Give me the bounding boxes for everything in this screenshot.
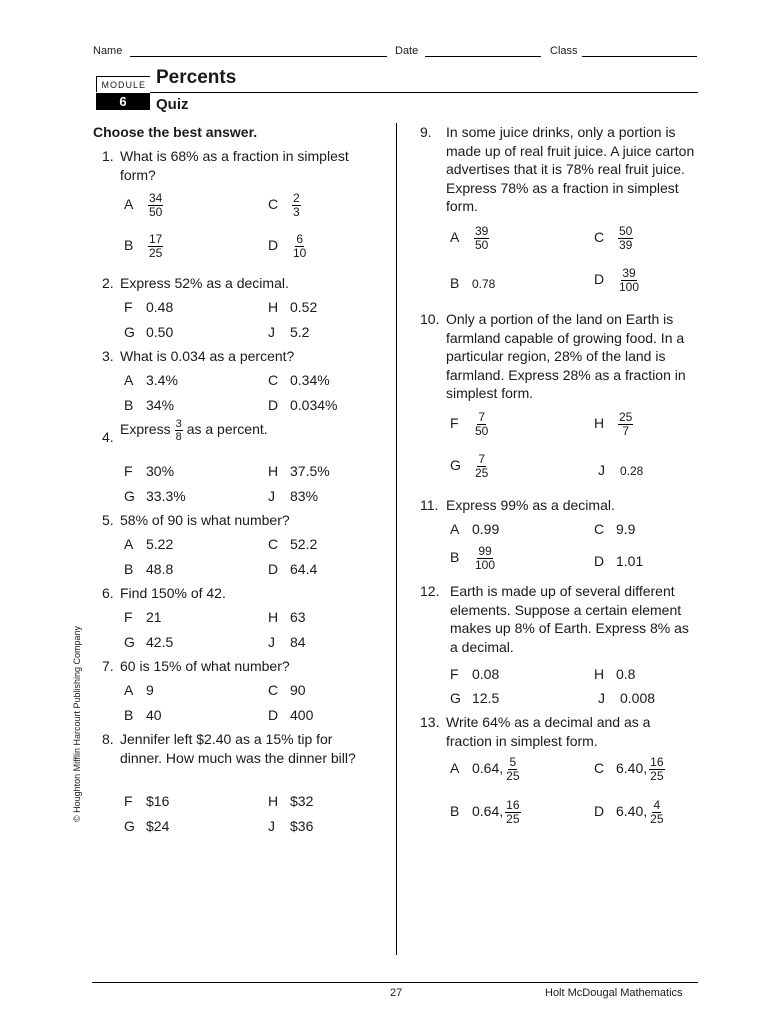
q13-option-d[interactable]: D 6.40, $\frac{4}{25}$ xyxy=(594,798,664,826)
q9-option-a[interactable]: A $\frac{39}{50}$ xyxy=(450,224,489,252)
name-blank[interactable] xyxy=(130,56,387,57)
q4-option-h[interactable]: H 37.5% xyxy=(268,463,330,479)
q7-option-a[interactable]: A 9 xyxy=(124,682,154,698)
q8-option-h[interactable]: H $32 xyxy=(268,793,314,809)
q8-option-g[interactable]: G $24 xyxy=(124,818,170,834)
q7-option-b[interactable]: B 40 xyxy=(124,707,162,723)
q12-option-g[interactable]: G 12.5 xyxy=(450,690,500,706)
q12-option-h[interactable]: H 0.8 xyxy=(594,666,636,682)
q10-option-j[interactable]: J 0.28 xyxy=(598,462,644,478)
q3-option-c[interactable]: C 0.34% xyxy=(268,372,330,388)
q10-option-f[interactable]: F $\frac{7}{50}$ xyxy=(450,410,489,438)
q10-option-g[interactable]: G $\frac{7}{25}$ xyxy=(450,452,489,480)
module-number: 6 xyxy=(96,93,150,110)
name-label: Name xyxy=(93,45,123,57)
q12-option-f[interactable]: F 0.08 xyxy=(450,666,500,682)
q6-option-g[interactable]: G 42.5 xyxy=(124,634,174,650)
q4-option-f[interactable]: F 30% xyxy=(124,463,175,479)
title-rule xyxy=(150,92,698,93)
q11-option-a[interactable]: A 0.99 xyxy=(450,521,500,537)
q11-option-c[interactable]: C 9.9 xyxy=(594,521,636,537)
q1-option-c[interactable]: C $\frac{2}{3}$ xyxy=(268,191,300,219)
q11-option-b[interactable]: B $\frac{99}{100}$ xyxy=(450,544,496,572)
q5-option-d[interactable]: D 64.4 xyxy=(268,561,318,577)
q3-option-a[interactable]: A 3.4% xyxy=(124,372,178,388)
page-number: 27 xyxy=(390,987,403,999)
module-badge xyxy=(96,76,150,110)
q9-option-d[interactable]: D $\frac{39}{100}$ xyxy=(594,266,640,294)
q3-option-b[interactable]: B 34% xyxy=(124,397,175,413)
q10-option-h[interactable]: H $\frac{25}{7}$ xyxy=(594,410,633,438)
q5-option-a[interactable]: A 5.22 xyxy=(124,536,174,552)
q1-option-b[interactable]: B $\frac{17}{25}$ xyxy=(124,232,163,260)
date-label: Date xyxy=(395,45,419,57)
q2-option-h[interactable]: H 0.52 xyxy=(268,299,318,315)
module-label: MODULE xyxy=(96,76,150,92)
q11-option-d[interactable]: D 1.01 xyxy=(594,553,644,569)
q12-option-j[interactable]: J 0.008 xyxy=(598,690,656,706)
q1-option-a[interactable]: A $\frac{34}{50}$ xyxy=(124,191,163,219)
q13-option-a[interactable]: A 0.64, $\frac{5}{25}$ xyxy=(450,755,520,783)
q9-option-b[interactable]: B 0.78 xyxy=(450,275,496,291)
q4-option-g[interactable]: G 33.3% xyxy=(124,488,186,504)
q13-option-c[interactable]: C 6.40, $\frac{16}{25}$ xyxy=(594,755,664,783)
q4-option-j[interactable]: J 83% xyxy=(268,488,319,504)
q6-option-h[interactable]: H 63 xyxy=(268,609,306,625)
class-label: Class xyxy=(550,45,578,57)
q2-option-g[interactable]: G 0.50 xyxy=(124,324,174,340)
page-subtitle: Quiz xyxy=(156,96,189,113)
q7-option-c[interactable]: C 90 xyxy=(268,682,306,698)
q1-option-d[interactable]: D $\frac{6}{10}$ xyxy=(268,232,307,260)
q7-option-d[interactable]: D 400 xyxy=(268,707,314,723)
q3-option-d[interactable]: D 0.034% xyxy=(268,397,338,413)
class-blank[interactable] xyxy=(582,56,697,57)
q8-option-j[interactable]: J $36 xyxy=(268,818,314,834)
q13-option-b[interactable]: B 0.64, $\frac{16}{25}$ xyxy=(450,798,520,826)
instructions: Choose the best answer. xyxy=(93,124,258,140)
q6-option-f[interactable]: F 21 xyxy=(124,609,162,625)
q2-option-f[interactable]: F 0.48 xyxy=(124,299,174,315)
q9-option-c[interactable]: C $\frac{50}{39}$ xyxy=(594,224,633,252)
q5-option-b[interactable]: B 48.8 xyxy=(124,561,174,577)
copyright-notice: © Houghton Mifflin Harcourt Publishing Company xyxy=(72,625,82,822)
q8-option-f[interactable]: F $16 xyxy=(124,793,170,809)
q5-option-c[interactable]: C 52.2 xyxy=(268,536,318,552)
q2-option-j[interactable]: J 5.2 xyxy=(268,324,310,340)
footer-rule xyxy=(92,982,698,983)
page-title: Percents xyxy=(156,67,237,88)
column-divider xyxy=(396,123,397,955)
date-blank[interactable] xyxy=(425,56,541,57)
publisher-name: Holt McDougal Mathematics xyxy=(545,987,683,999)
q6-option-j[interactable]: J 84 xyxy=(268,634,306,650)
